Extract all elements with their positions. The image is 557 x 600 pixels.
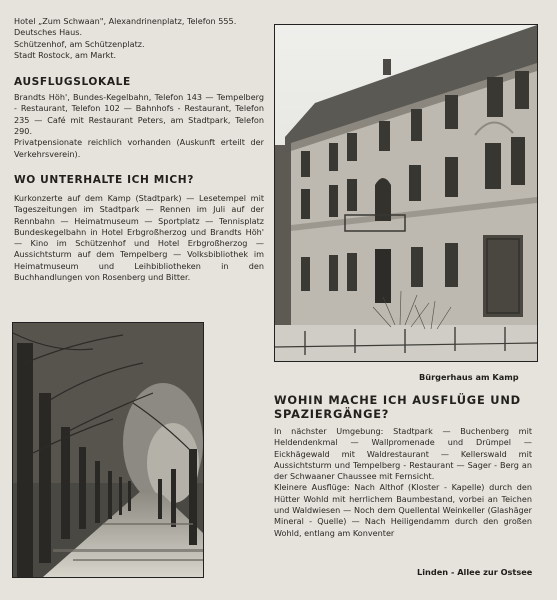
- spaziergaenge-heading-line1: WOHIN MACHE ICH AUSFLÜGE UND: [274, 393, 521, 407]
- ausflugslokale-heading: AUSFLUGSLOKALE: [14, 76, 131, 89]
- ausflugslokale-text: Brandts Höh', Bundes-Kegelbahn, Telefon 143 — Tempelberg - Restaurant, Telefon 102 — Bahnhofs - Restaurant, Telefon 235 — Café mit Restaurant Peters, am Stadtpark, Telefon 290.: [14, 92, 264, 137]
- allee-caption: Linden - Allee zur Ostsee: [417, 567, 533, 577]
- hotel-line: Schützenhof, am Schützenplatz.: [14, 38, 145, 49]
- spaziergaenge-section: [274, 393, 532, 539]
- buergerhaus-illustration: [275, 25, 537, 361]
- unterhalte-text: Kurkonzerte auf dem Kamp (Stadtpark) — Lesetempel mit Tageszeitungen im Stadtpark — Rennen im Juli auf der Rennbahn — Heimatmuseum — Sportplatz — Tennisplatz Bundeskegelbahn in Hotel Erbgroßherzog und Brandts Höh' — Kino im Schützenhof und Hotel Erbgroßherzog — Aussichtsturm auf dem Tempelberg — Volksbibliothek im Heimatmuseum und Leihbibliotheken in den Buchhandlungen von Rosenberg und Bitter.: [14, 192, 264, 283]
- buergerhaus-caption: Bürgerhaus am Kamp: [419, 372, 519, 382]
- spaziergaenge-text-ausfluege: Kleinere Ausflüge: Nach Althof (Kloster - Kapelle) durch den Hütter Wohld mit herrlichem Baumbestand, vorbei an Teichen und Waldwiesen — Noch dem Quellental Weinkeller (Glashäger Mineral - Quelle) — Nach Heiligendamm durch den großen Wohld, entlang am Konventer: [274, 482, 532, 538]
- unterhalte-heading: WO UNTERHALTE ICH MICH?: [14, 173, 195, 186]
- left-text-column: [14, 16, 264, 283]
- hotel-line: Hotel „Zum Schwaan", Alexandrinenplatz, Telefon 555.: [14, 16, 237, 26]
- buergerhaus-photo: [274, 24, 538, 362]
- spaziergaenge-text-umgebung: In nächster Umgebung: Stadtpark — Buchenberg mit Heldendenkmal — Wallpromenade und Drümpel — Eickhägewald mit Waldrestaurant — Kellerswald mit Aussichtsturm und Tempelberg - Restaurant — Sager - Berg an der Schwaaner Chaussee mit Fernsicht.: [274, 426, 532, 482]
- hotel-line: Stadt Rostock, am Markt.: [14, 49, 117, 60]
- pensionate-note: Privatpensionate reichlich vorhanden (Auskunft erteilt der Verkehrsverein).: [14, 137, 264, 159]
- allee-photo: [12, 322, 204, 578]
- spaziergaenge-heading-line2: SPAZIERGÄNGE?: [274, 407, 390, 421]
- hotel-line: Deutsches Haus.: [14, 27, 83, 38]
- allee-illustration: [13, 323, 203, 577]
